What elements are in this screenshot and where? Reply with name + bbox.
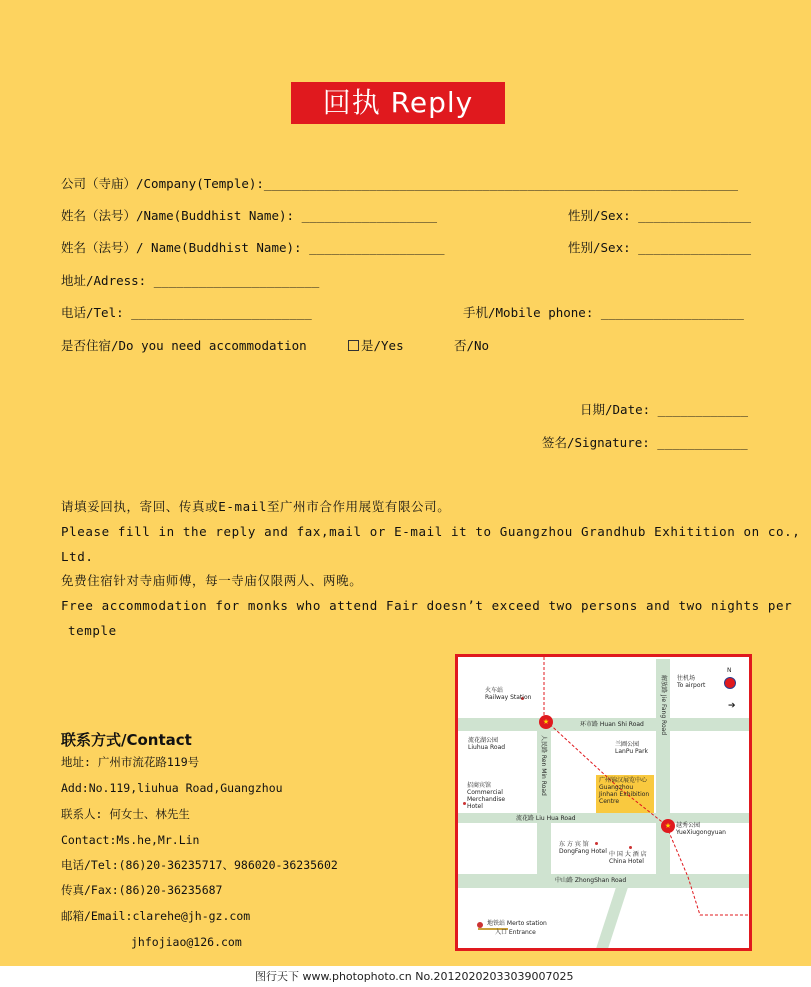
contact-fax: 传真/Fax:(86)20-36235687 xyxy=(61,883,223,897)
venue-label: 广州锦汉展览中心 Guangzhou Jinhan Exhibition Centre xyxy=(599,777,650,805)
reply-title: 回执 Reply xyxy=(291,82,505,124)
tel-field[interactable]: 电话/Tel: ________________________ xyxy=(61,305,312,320)
metro-star-icon-2: ★ xyxy=(661,819,675,833)
contact-email-2[interactable]: jhfojiao@126.com xyxy=(131,935,242,949)
sex-field-2[interactable]: 性别/Sex: _______________ xyxy=(568,240,752,255)
date-field[interactable]: 日期/Date: ____________ xyxy=(580,402,748,417)
note-line-5: Free accommodation for monks who attend Fair doesn’t exceed two persons and two nights per xyxy=(61,598,793,613)
signature-field[interactable]: 签名/Signature: ____________ xyxy=(542,435,748,450)
contact-address-cn: 地址: 广州市流花路119号 xyxy=(61,755,200,769)
huanshi-label: 环市路 Huan Shi Road xyxy=(580,721,644,728)
note-line-4: 免费住宿针对寺庙师傅，每一寺庙仅限两人、两晚。 xyxy=(61,573,363,588)
dongfang-label: 东 方 宾 馆 DongFang Hotel xyxy=(559,841,607,855)
contact-email[interactable]: 邮箱/Email:clarehe@jh-gz.com xyxy=(61,909,251,923)
mobile-field[interactable]: 手机/Mobile phone: ___________________ xyxy=(463,305,744,320)
renmin-label: 人民路 Ren Min Road xyxy=(540,735,547,796)
hotel-dot xyxy=(463,802,466,805)
metro-star-icon: ★ xyxy=(539,715,553,729)
footer-text: 图行天下 www.photophoto.cn No.20120202033039007025 xyxy=(255,970,574,983)
compass-icon xyxy=(724,677,736,689)
company-field[interactable]: 公司（寺庙）/Company(Temple):_______________________________________________________________ xyxy=(61,176,739,191)
yuexiu-label: 越秀公园 YueXiugongyuan xyxy=(676,822,726,836)
liuhua-road-label: 流花路 Liu Hua Road xyxy=(516,815,576,822)
contact-person-en: Contact:Ms.he,Mr.Lin xyxy=(61,833,200,847)
contact-person-cn: 联系人: 何女士、林先生 xyxy=(61,807,190,821)
china-hotel-dot xyxy=(629,846,632,849)
address-field[interactable]: 地址/Adress: ______________________ xyxy=(61,273,320,288)
watermark-footer xyxy=(0,966,811,987)
zhongshan-label: 中山路 ZhongShan Road xyxy=(555,877,627,884)
accommodation-label: 是否住宿/Do you need accommodation xyxy=(61,338,307,353)
airport-label: 往机场 To airport xyxy=(677,675,706,689)
legend-entrance-label: 入口 Entrance xyxy=(495,929,536,936)
note-line-6: temple xyxy=(68,623,117,638)
china-hotel-label: 中 国 大 酒 店 China Hotel xyxy=(609,851,647,865)
yes-label: 是/Yes xyxy=(361,338,404,353)
contact-address-en: Add:No.119,liuhua Road,Guangzhou xyxy=(61,781,283,795)
name-field-1[interactable]: 姓名（法号）/Name(Buddhist Name): __________________ xyxy=(61,208,438,223)
contact-tel: 电话/Tel:(86)20-36235717、986020-36235602 xyxy=(61,858,338,872)
yes-checkbox[interactable] xyxy=(348,340,359,351)
legend-metro-label: 地铁站 Merto station xyxy=(487,920,547,927)
note-line-1: 请填妥回执，寄回、传真或E-mail至广州市合作用展览有限公司。 xyxy=(61,499,451,514)
note-line-2: Please fill in the reply and fax,mail or E-mail it to Guangzhou Grandhub Exhitition on co., xyxy=(61,524,801,539)
arrow-right-icon: ➔ xyxy=(728,701,736,711)
lanpu-label: 兰圃公园 LanPu Park xyxy=(615,741,649,755)
sex-field-1[interactable]: 性别/Sex: _______________ xyxy=(568,208,752,223)
hotel-merch-label: 招商宾馆 Commercial Merchandise Hotel xyxy=(467,782,506,810)
metro-legend-icon xyxy=(477,922,483,928)
north-label: N xyxy=(727,667,732,674)
note-line-3: Ltd. xyxy=(61,549,94,564)
name-field-2[interactable]: 姓名（法号）/ Name(Buddhist Name): __________________ xyxy=(61,240,445,255)
jiefang-label: 解放路 Jie Fang Road xyxy=(660,675,667,736)
liuhua-park-label: 流花湖公园 Liuhua Road xyxy=(468,737,506,751)
yes-option[interactable] xyxy=(348,338,404,354)
no-option[interactable]: 否/No xyxy=(454,338,490,353)
railway-label: 火车站 Railway Station xyxy=(485,687,532,701)
location-map xyxy=(455,654,752,951)
contact-heading: 联系方式/Contact xyxy=(61,731,192,749)
